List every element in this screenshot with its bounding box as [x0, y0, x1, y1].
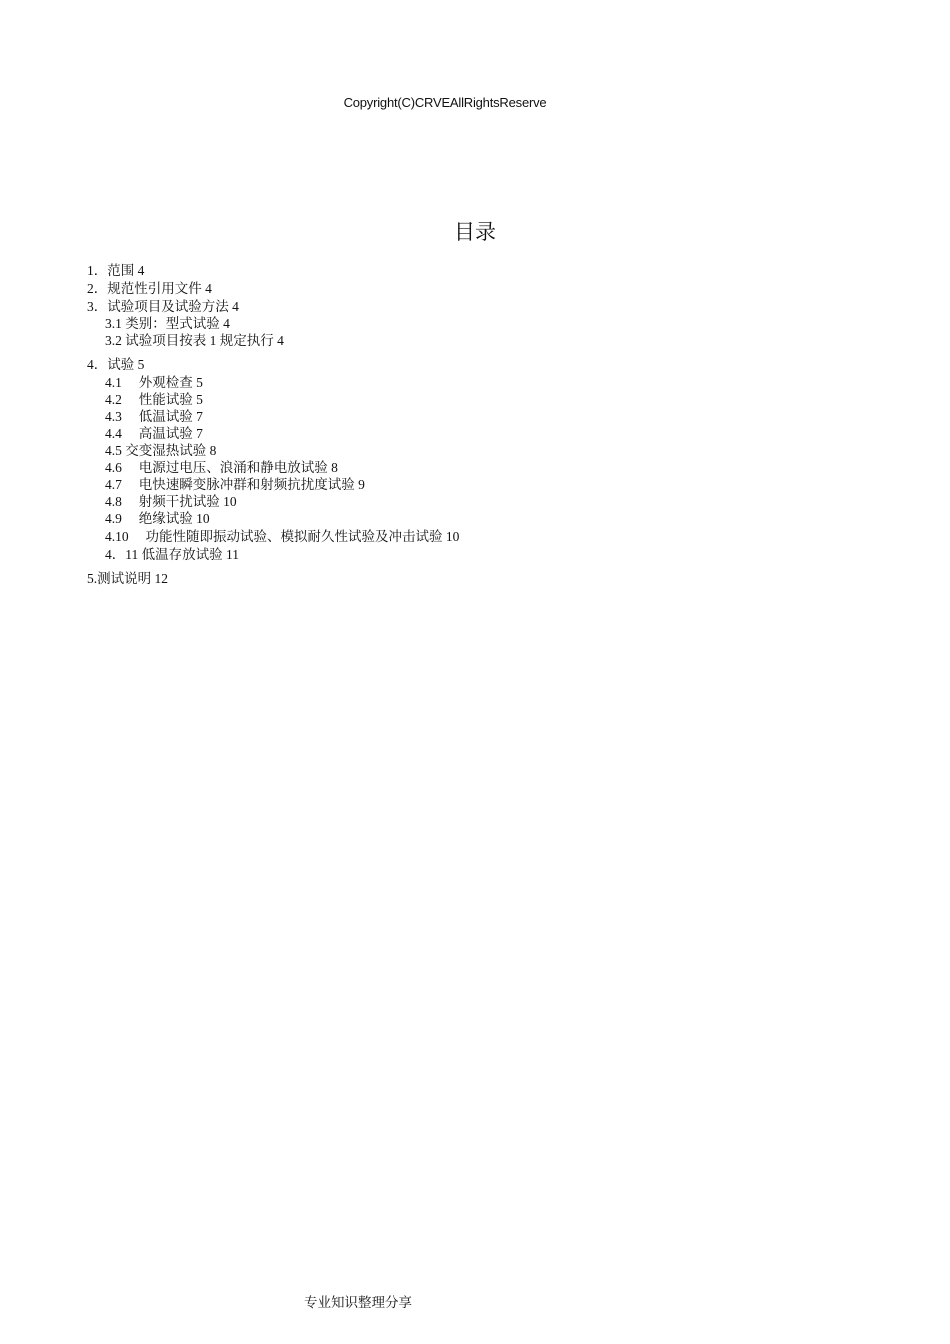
toc-entry-3-2[interactable]: 3.2 试验项目按表 1 规定执行 4	[105, 333, 284, 348]
toc-entry-4-5[interactable]: 4.5 交变湿热试验 8	[105, 443, 217, 458]
toc-entry-4-8[interactable]: 4.8 射频干扰试验 10	[105, 494, 237, 509]
toc-entry-3[interactable]: 3．试验项目及试验方法 4	[87, 299, 239, 314]
toc-entry-4-7[interactable]: 4.7 电快速瞬变脉冲群和射频抗扰度试验 9	[105, 477, 365, 492]
toc-entry-4-9[interactable]: 4.9 绝缘试验 10	[105, 511, 210, 526]
toc-entry-4-10[interactable]: 4.10 功能性随即振动试验、模拟耐久性试验及冲击试验 10	[105, 529, 460, 544]
toc-entry-4-1[interactable]: 4.1 外观检查 5	[105, 375, 203, 390]
toc-entry-4-3[interactable]: 4.3 低温试验 7	[105, 409, 203, 424]
toc-entry-4-4[interactable]: 4.4 高温试验 7	[105, 426, 203, 441]
toc-entry-3-1[interactable]: 3.1 类别：型式试验 4	[105, 316, 230, 331]
toc-entry-4-2[interactable]: 4.2 性能试验 5	[105, 392, 203, 407]
toc-entry-4[interactable]: 4．试验 5	[87, 357, 145, 372]
toc-entry-2[interactable]: 2．规范性引用文件 4	[87, 281, 212, 296]
toc-entry-5[interactable]: 5.测试说明 12	[87, 571, 168, 586]
toc-entry-4-6[interactable]: 4.6 电源过电压、浪涌和静电放试验 8	[105, 460, 338, 475]
table-of-contents	[0, 0, 950, 600]
page-footer: 专业知识整理分享	[304, 1295, 412, 1310]
toc-title: 目录	[454, 220, 496, 244]
toc-entry-1[interactable]: 1．范围 4	[87, 263, 145, 278]
copyright-notice: Copyright(C)CRVEAllRightsReserve	[343, 95, 547, 110]
toc-entry-4-11[interactable]: 4．11 低温存放试验 11	[105, 547, 239, 562]
